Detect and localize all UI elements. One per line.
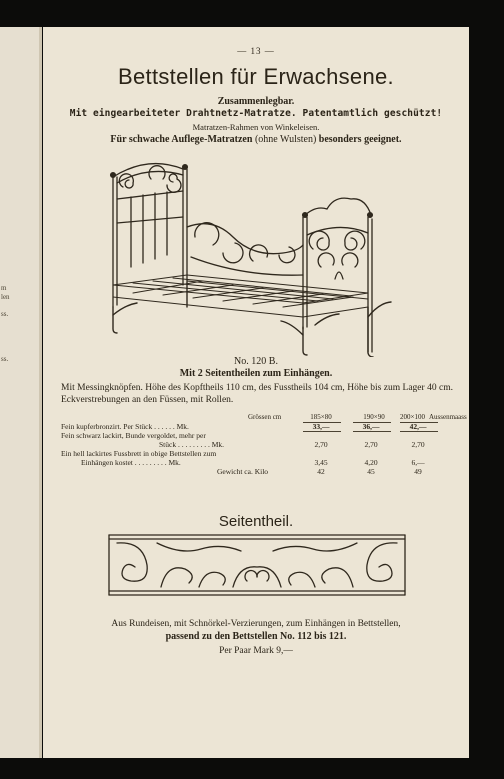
size-col: 190×90 — [363, 413, 385, 421]
subtitle: Zusammenlegbar. — [217, 96, 295, 107]
price-table-header — [61, 413, 467, 422]
size-label: Grössen cm — [248, 413, 282, 421]
table-row: Gewicht ca. Kilo 42 45 49 — [217, 467, 422, 476]
page-number: — 13 — — [237, 46, 275, 56]
suitable-bold-1: Für schwache Auflege-Matratzen — [110, 134, 253, 145]
bed-description: Mit Messingknöpfen. Höhe des Kopftheils 110 cm, des Fusstheils 104 cm, Höhe bis zum Lager 40 cm. Eckverstrebungen an den Füssen, mit Rollen. — [61, 383, 453, 405]
bed-illustration — [103, 157, 403, 357]
table-row: Einhängen kostet . . . . . . . . . Mk. 3,45 4,20 6,— — [81, 458, 425, 467]
table-row: Fein kupferbronzirt. Per Stück . . . . . . Mk. 33,— 36,— 42,— — [61, 422, 427, 431]
side-part-description: Aus Rundeisen, mit Schnörkel-Verzierungen, zum Einhängen in Bettstellen, — [111, 619, 401, 629]
suitable-normal: (ohne Wulsten) — [254, 134, 317, 145]
suitable-bold-2: besonders geeignet. — [318, 134, 402, 145]
frame-line: Matratzen-Rahmen von Winkeleisen. — [192, 122, 320, 132]
table-row: Stück . . . . . . . . . Mk. 2,70 2,70 2,70 — [159, 440, 425, 449]
page-title: Bettstellen für Erwachsene. — [118, 64, 394, 89]
catalog-page — [43, 27, 469, 758]
page-gutter — [39, 27, 42, 758]
side-rail-scrolls — [187, 223, 303, 275]
side-part-illustration — [101, 529, 413, 601]
size-col: 185×80 — [310, 413, 332, 421]
previous-page-fragment: ss. — [1, 355, 9, 363]
side-part-title: Seitentheil. — [218, 513, 294, 530]
table-row: Fein schwarz lackirt, Bunde vergoldet, mehr per — [61, 431, 206, 440]
previous-page-fragment: ss. — [1, 310, 9, 318]
previous-page-fragment: len — [1, 293, 10, 301]
previous-page-edge — [0, 27, 42, 758]
table-row: Ein hell lackirtes Fussbrett in obige Bettstellen zum — [61, 449, 217, 458]
mattress-line: Mit eingearbeiteter Drahtnetz-Matratze. Patentamtlich geschützt! — [69, 108, 443, 119]
price-table — [61, 413, 467, 476]
side-part-price: Per Paar Mark 9,— — [219, 646, 293, 656]
mattress-frame — [113, 275, 368, 317]
model-number: No. 120 B. — [234, 356, 278, 367]
suitable-line — [43, 134, 469, 145]
side-parts-note: Mit 2 Seitentheilen zum Einhängen. — [179, 368, 333, 379]
foot-frame — [303, 198, 373, 352]
previous-page-fragment: m — [1, 284, 7, 292]
size-col: 200×100 — [400, 413, 425, 421]
side-part-fits: passend zu den Bettstellen No. 112 bis 121. — [165, 631, 347, 642]
outer-label: Aussenmaass — [429, 413, 467, 421]
